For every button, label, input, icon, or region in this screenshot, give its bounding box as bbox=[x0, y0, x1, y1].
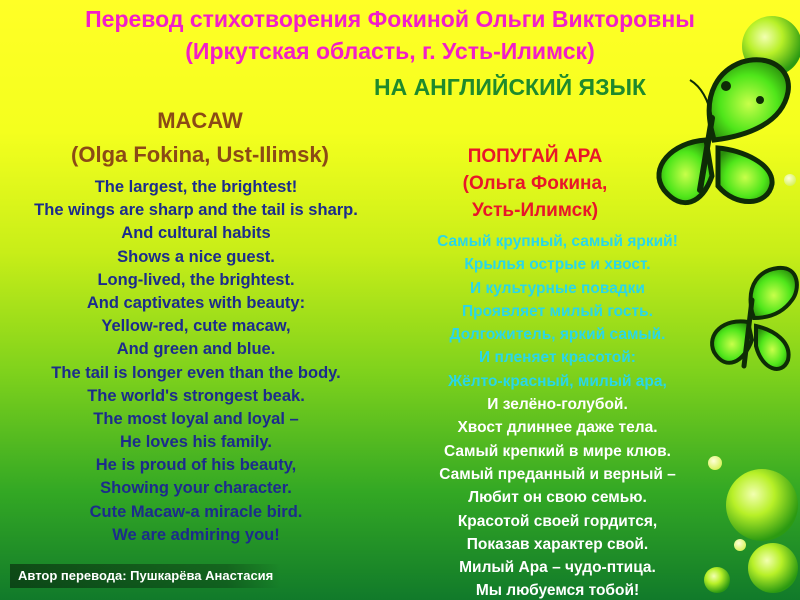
russian-poem bbox=[405, 230, 710, 600]
english-poem-line: The world's strongest beak. bbox=[87, 386, 305, 405]
russian-poem-line: И зелёно-голубой. bbox=[487, 396, 628, 414]
english-poem-line: Showing your character. bbox=[100, 479, 292, 498]
russian-poem-line: Красотой своей гордится, bbox=[457, 512, 658, 530]
english-poem-line: And captivates with beauty: bbox=[86, 293, 306, 312]
orb-bottom-2 bbox=[748, 543, 798, 593]
russian-poem-line: Жёлто-красный, милый ара, bbox=[448, 372, 667, 390]
title-line-2: (Иркутская область, г. Усть-Илимск) bbox=[185, 38, 595, 64]
russian-poem-line: Мы любуемся тобой! bbox=[475, 582, 640, 600]
english-poem-line: And cultural habits bbox=[121, 224, 271, 243]
russian-poem-line: Проявляет милый гость. bbox=[462, 302, 653, 320]
english-poem-title: MACAW bbox=[157, 108, 243, 133]
english-poem-author: (Olga Fokina, Ust-Ilimsk) bbox=[71, 142, 329, 167]
russian-poem-line: Хвост длиннее даже тела. bbox=[457, 419, 658, 437]
english-poem-line: Cute Macaw-a miracle bird. bbox=[89, 502, 303, 521]
title-line-3: НА АНГЛИЙСКИЙ ЯЗЫК bbox=[373, 74, 647, 100]
russian-poem-line: Самый крупный, самый яркий! bbox=[437, 233, 678, 250]
russian-poem-author: (Ольга Фокина, bbox=[462, 173, 608, 194]
english-poem-line: The wings are sharp and the tail is sharp. bbox=[34, 201, 358, 220]
russian-poem-line: Долгожитель, яркий самый. bbox=[449, 326, 666, 344]
english-poem-line: The largest, the brightest! bbox=[94, 178, 298, 196]
english-poem-line: Shows a nice guest. bbox=[117, 247, 275, 266]
russian-poem-line: Показав характер свой. bbox=[466, 535, 649, 553]
english-poem-line: He loves his family. bbox=[120, 433, 272, 452]
orb-right-small bbox=[784, 174, 796, 186]
translation-credit: Автор перевода: Пушкарёва Анастасия bbox=[10, 564, 281, 588]
orb-bottom-5 bbox=[734, 539, 746, 551]
russian-poem-line: Любит он свою семью. bbox=[468, 489, 647, 507]
orb-bottom-1 bbox=[726, 469, 798, 541]
english-poem bbox=[0, 176, 392, 547]
title-line-1: Перевод стихотворения Фокиной Ольги Викторовны bbox=[85, 6, 695, 32]
russian-poem-line: И пленяет красотой: bbox=[479, 349, 636, 367]
english-poem-line: Yellow-red, cute macaw, bbox=[101, 317, 291, 336]
russian-poem-line: И культурные повадки bbox=[470, 279, 645, 297]
russian-poem-line: Крылья острые и хвост. bbox=[464, 256, 651, 274]
english-poem-line: Long-lived, the brightest. bbox=[97, 270, 295, 289]
russian-poem-line: Милый Ара – чудо-птица. bbox=[459, 559, 656, 577]
english-poem-line: The tail is longer even than the body. bbox=[51, 363, 341, 382]
english-poem-line: We are admiring you! bbox=[112, 525, 280, 544]
russian-poem-line: Самый крепкий в мире клюв. bbox=[444, 442, 671, 460]
orb-bottom-4 bbox=[708, 456, 722, 470]
russian-poem-line: Самый преданный и верный – bbox=[439, 465, 676, 483]
english-poem-line: He is proud of his beauty, bbox=[95, 456, 297, 475]
russian-poem-city: Усть-Илимск) bbox=[471, 200, 599, 221]
russian-poem-title: ПОПУГАЙ АРА bbox=[467, 146, 603, 167]
butterfly-icon-small bbox=[712, 268, 797, 369]
english-poem-line: And green and blue. bbox=[116, 340, 276, 359]
english-poem-line: The most loyal and loyal – bbox=[93, 409, 299, 428]
